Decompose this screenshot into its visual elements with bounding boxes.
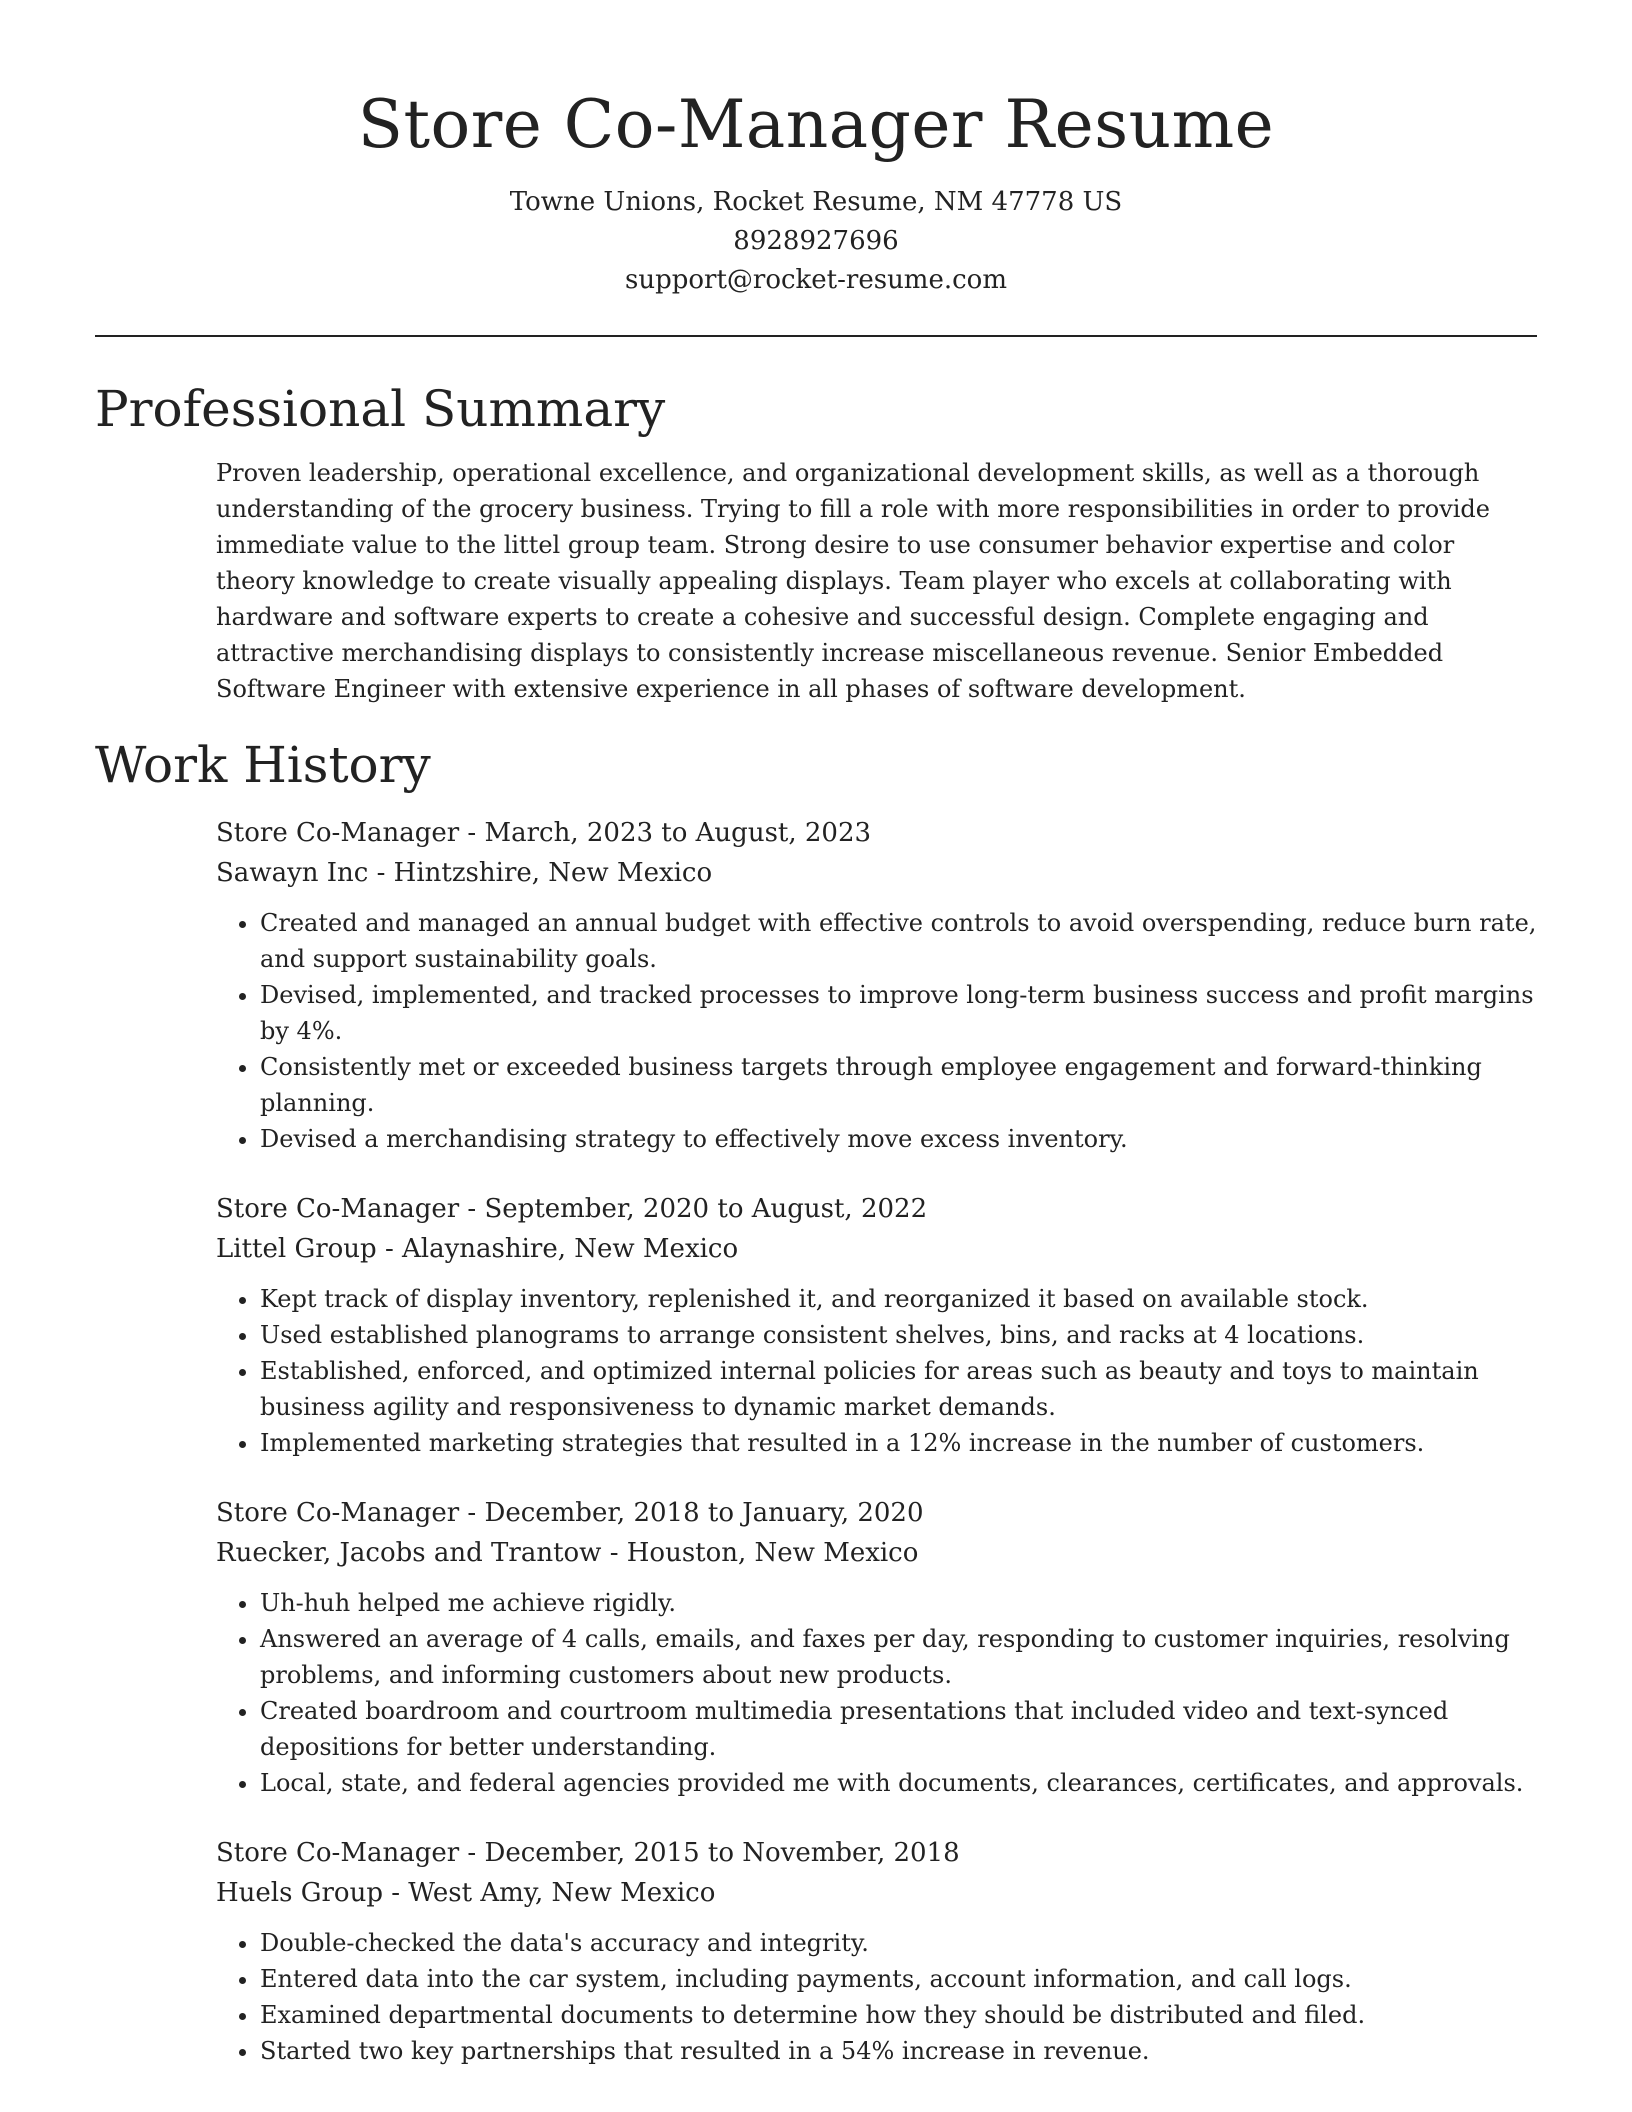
summary-section [95,379,1537,707]
job-role: Store Co-Manager [216,1498,460,1528]
job-role: Store Co-Manager [216,1838,460,1868]
job-company: Huels Group [216,1878,383,1908]
job-entry [216,1493,1537,1801]
resume-title: Store Co-Manager Resume [357,86,1275,163]
job-bullet: • Local, state, and federal agencies provided me with documents, clearances, certificates, and approvals. [260,1765,1537,1801]
job-title-line [216,1189,1537,1229]
job-title-line [216,1833,1537,1873]
job-bullet: • Devised a merchandising strategy to effectively move excess inventory. [260,1121,1537,1157]
job-bullet: • Established, enforced, and optimized internal policies for areas such as beauty and toys to maintain business agility and responsiveness to dynamic market demands. [260,1353,1537,1425]
job-dates: - March, 2023 to August, 2023 [459,818,872,848]
job-company: Littel Group [216,1234,377,1264]
job-company-line [216,1229,1537,1269]
job-dates: - December, 2018 to January, 2020 [459,1498,924,1528]
job-bullet: • Examined departmental documents to determine how they should be distributed and filed. [260,1997,1537,2033]
job-bullet: • Started two key partnerships that resulted in a 54% increase in revenue. [260,2033,1537,2069]
job-role: Store Co-Manager [216,1194,460,1224]
job-bullets [216,1281,1537,1461]
job-bullet: • Devised, implemented, and tracked processes to improve long-term business success and profit margins by 4%. [260,977,1537,1049]
contact-email: support@rocket-resume.com [624,265,1007,295]
job-bullet: • Implemented marketing strategies that resulted in a 12% increase in the number of customers. [260,1425,1537,1461]
resume-page [95,0,1537,2069]
job-bullet: • Answered an average of 4 calls, emails, and faxes per day, responding to customer inquiries, resolving problems, and informing customers about new products. [260,1621,1537,1693]
job-company-line [216,1873,1537,1913]
header-divider [95,335,1537,337]
job-location: - Alaynashire, New Mexico [376,1234,739,1264]
job-bullets [216,905,1537,1157]
job-bullet: • Used established planograms to arrange consistent shelves, bins, and racks at 4 locations. [260,1317,1537,1353]
resume-header [95,0,1537,300]
job-entry [216,813,1537,1157]
job-title-line [216,813,1537,853]
job-bullets [216,1925,1537,2069]
contact-info [95,183,1537,300]
job-location: - Houston, New Mexico [601,1538,919,1568]
work-history-section [95,735,1537,2069]
job-bullet: • Uh-huh helped me achieve rigidly. [260,1585,1537,1621]
summary-text: Proven leadership, operational excellence, and organizational development skills, as well as a thorough understanding of the grocery business. Trying to fill a role with more responsibilities in order to provide immediate value to the littel group team. Strong desire to use consumer behavior expertise and color theory knowledge to create visually appealing displays. Team player who excels at collaborating with hardware and software experts to create a cohesive and successful design. Complete engaging and attractive merchandising displays to consistently increase miscellaneous revenue. Senior Embedded Software Engineer with extensive experience in all phases of software development. [216,459,1490,703]
work-history-heading: Work History [95,736,431,794]
contact-address: Towne Unions, Rocket Resume, NM 47778 US [509,187,1123,217]
job-dates: - December, 2015 to November, 2018 [459,1838,960,1868]
contact-phone: 8928927696 [733,226,899,256]
job-title-line [216,1493,1537,1533]
job-company-line [216,1533,1537,1573]
job-bullet: • Double-checked the data's accuracy and integrity. [260,1925,1537,1961]
job-entry [216,1833,1537,2069]
job-location: - Hintzshire, New Mexico [368,858,713,888]
job-bullets [216,1585,1537,1801]
job-location: - West Amy, New Mexico [382,1878,716,1908]
job-company: Ruecker, Jacobs and Trantow [216,1538,602,1568]
summary-heading: Professional Summary [95,380,666,438]
job-bullet: • Created boardroom and courtroom multimedia presentations that included video and text-synced depositions for better understanding. [260,1693,1537,1765]
job-dates: - September, 2020 to August, 2022 [459,1194,928,1224]
job-bullet: • Created and managed an annual budget with effective controls to avoid overspending, reduce burn rate, and support sustainability goals. [260,905,1537,977]
job-company-line [216,853,1537,893]
job-bullet: • Entered data into the car system, including payments, account information, and call logs. [260,1961,1537,1997]
job-entry [216,1189,1537,1461]
job-company: Sawayn Inc [216,858,369,888]
job-bullet: • Kept track of display inventory, replenished it, and reorganized it based on available stock. [260,1281,1537,1317]
job-bullet: • Consistently met or exceeded business targets through employee engagement and forward-thinking planning. [260,1049,1537,1121]
job-role: Store Co-Manager [216,818,460,848]
